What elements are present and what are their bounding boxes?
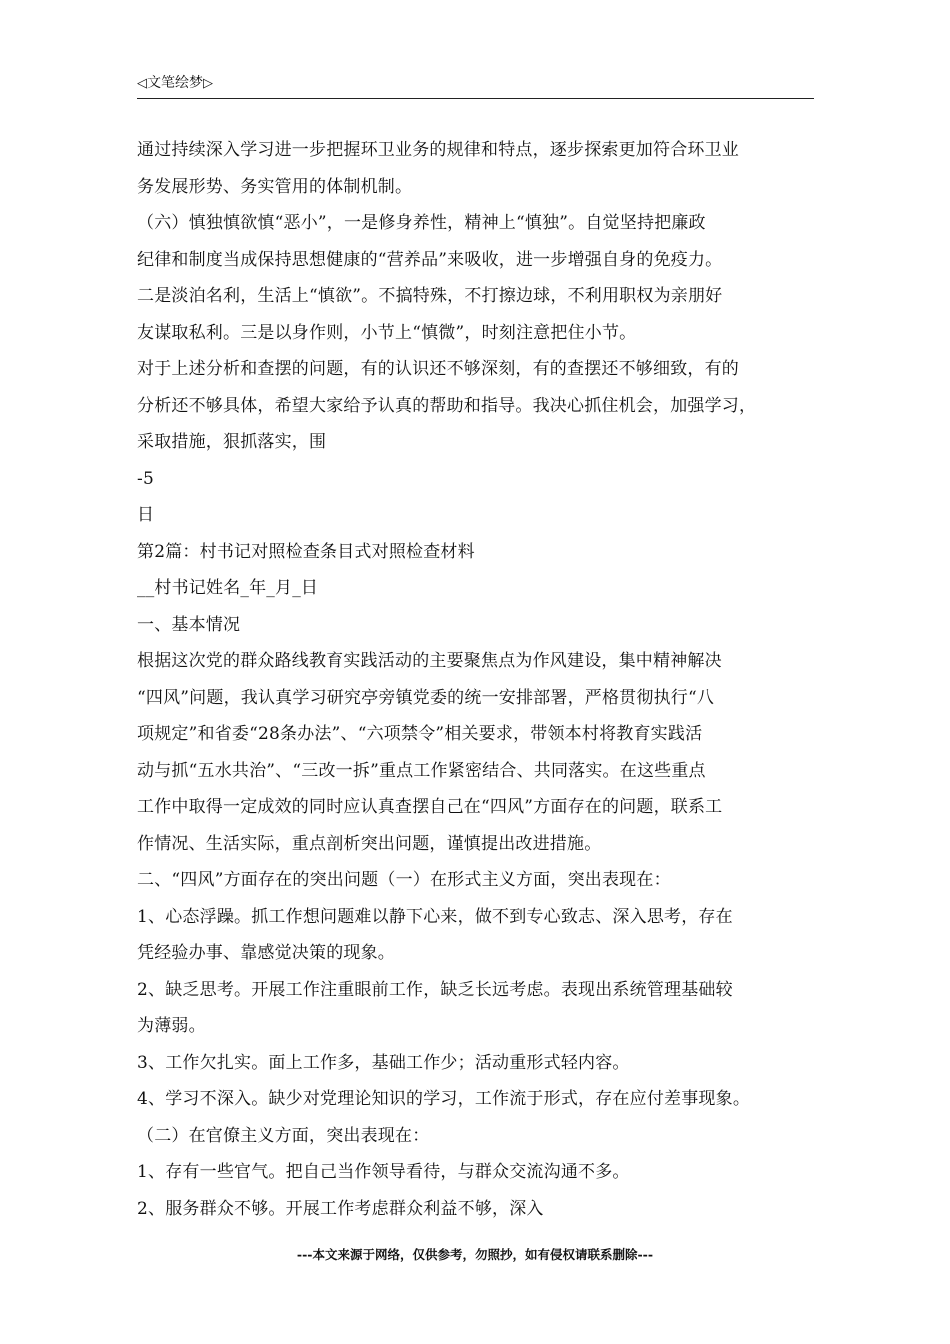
section-heading: （二）在官僚主义方面，突出表现在： bbox=[137, 1125, 430, 1146]
text-line: 日 bbox=[137, 505, 155, 525]
text-line: 1、心态浮躁。抓工作想问题难以静下心来，做不到专心致志、深入思考，存在 bbox=[137, 906, 733, 927]
text-line: 务发展形势、务实管用的体制机制。 bbox=[137, 176, 413, 197]
text-line: 对于上述分析和查摆的问题，有的认识还不够深刻，有的查摆还不够细致，有的 bbox=[137, 359, 739, 379]
text-line: “四风”问题，我认真学习研究亭旁镇党委的统一安排部署，严格贯彻执行“八 bbox=[137, 687, 715, 708]
left-triangle-icon: ◁ bbox=[137, 76, 147, 91]
section-heading: 二、“四风”方面存在的突出问题（一）在形式主义方面，突出表现在： bbox=[137, 870, 671, 890]
text-line: 1、存有一些官气。把自己当作领导看待，与群众交流沟通不多。 bbox=[137, 1162, 630, 1182]
text-line: 工作中取得一定成效的同时应认真查摆自己在“四风”方面存在的问题，联系工 bbox=[137, 797, 723, 817]
text-line: （六）慎独慎欲慎“恶小”，一是修身养性，精神上“慎独”。自觉坚持把廉政 bbox=[137, 213, 706, 233]
text-line: 动与抓“五水共治”、“三改一拆”重点工作紧密结合、共同落实。在这些重点 bbox=[137, 760, 706, 781]
text-line: 3、工作欠扎实。面上工作多，基础工作少；活动重形式轻内容。 bbox=[137, 1052, 630, 1073]
page-footer: ---本文来源于网络，仅供参考，勿照抄，如有侵权请联系删除--- bbox=[296, 1247, 654, 1262]
text-line: 作情况、生活实际，重点剖析突出问题，谨慎提出改进措施。 bbox=[137, 833, 602, 854]
text-line: 二是淡泊名利，生活上“慎欲”。不搞特殊，不打擦边球，不利用职权为亲朋好 bbox=[137, 286, 723, 306]
text-line: 2、缺乏思考。开展工作注重眼前工作，缺乏长远考虑。表现出系统管理基础较 bbox=[137, 979, 733, 1000]
text-line: 纪律和制度当成保持思想健康的“营养品”来吸收，进一步增强自身的免疫力。 bbox=[137, 249, 723, 270]
text-line: 分析还不够具体，希望大家给予认真的帮助和指导。我决心抓住机会，加强学习， bbox=[137, 395, 757, 416]
text-line: 项规定”和省委“28条办法”、“六项禁令”相关要求，带领本村将教育实践活 bbox=[137, 724, 703, 744]
document-body bbox=[137, 132, 817, 1227]
text-line: 2、服务群众不够。开展工作考虑群众利益不够，深入 bbox=[137, 1198, 544, 1219]
text-line: 友谋取私利。三是以身作则，小节上“慎微”，时刻注意把住小节。 bbox=[137, 322, 637, 343]
text-line: 采取措施，狠抓落实，围 bbox=[137, 432, 327, 452]
author-date-line: __村书记姓名_年_月_日 bbox=[137, 578, 319, 598]
text-line: 通过持续深入学习进一步把握环卫业务的规律和特点，逐步探索更加符合环卫业 bbox=[137, 140, 739, 160]
text-line: -5 bbox=[137, 468, 154, 489]
text-line: 为薄弱。 bbox=[137, 1016, 206, 1036]
section-heading: 一、基本情况 bbox=[137, 614, 241, 635]
right-triangle-icon: ▷ bbox=[203, 76, 213, 91]
text-line: 根据这次党的群众路线教育实践活动的主要聚焦点为作风建设，集中精神解决 bbox=[137, 651, 722, 671]
header-title-group bbox=[137, 74, 213, 93]
section-title: 第2篇：村书记对照检查条目式对照检查材料 bbox=[137, 541, 475, 562]
text-line: 4、学习不深入。缺少对党理论知识的学习，工作流于形式，存在应付差事现象。 bbox=[137, 1089, 751, 1109]
header-title: 文笔绘梦 bbox=[147, 75, 203, 91]
text-line: 凭经验办事、靠感觉决策的现象。 bbox=[137, 943, 395, 963]
page-header bbox=[137, 72, 814, 99]
